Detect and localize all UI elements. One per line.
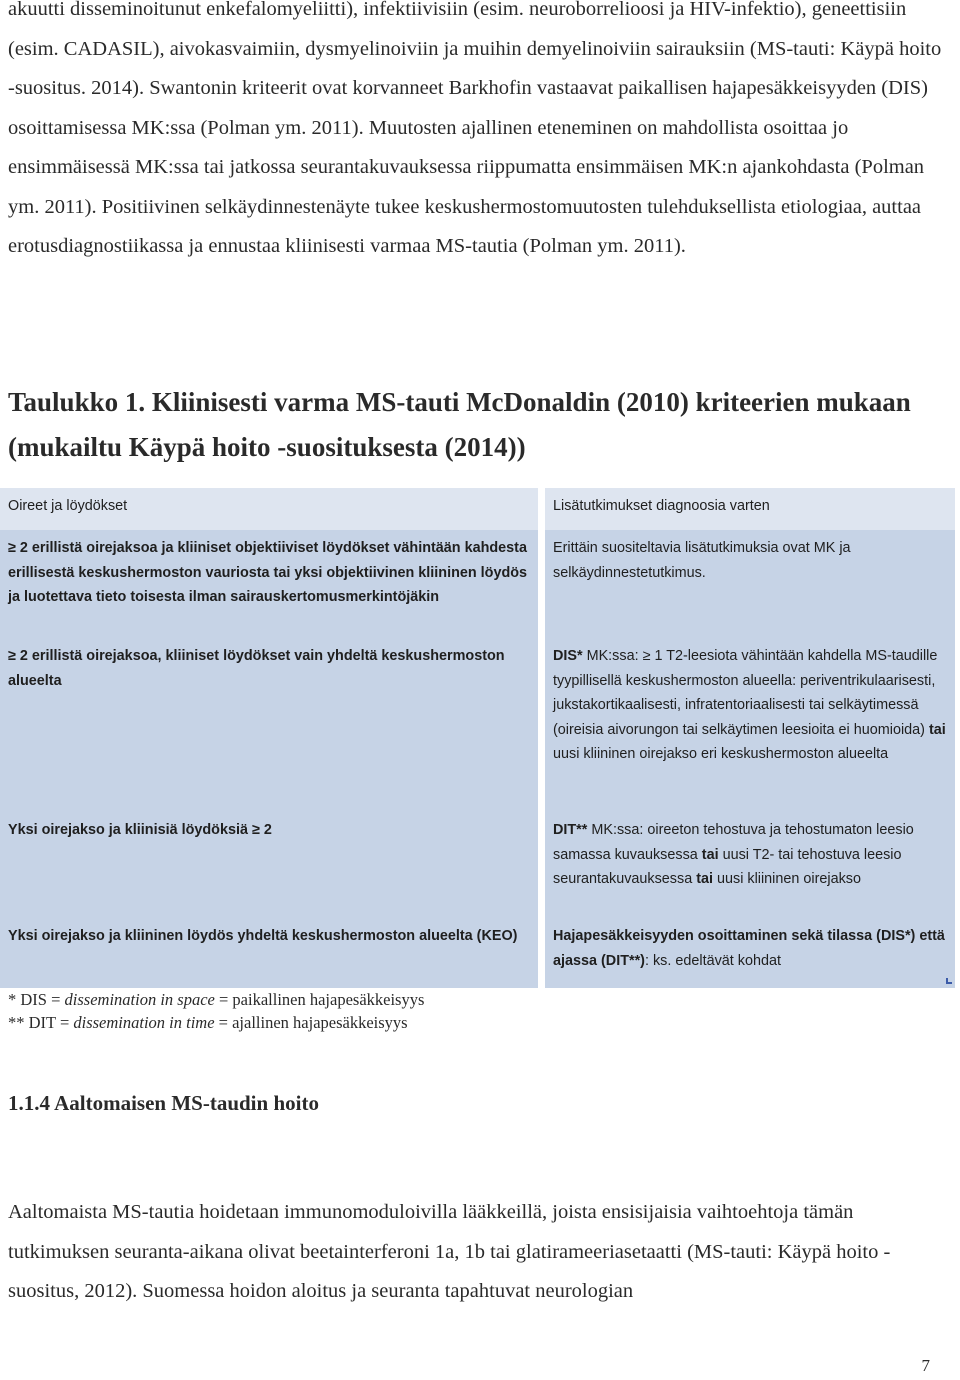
dis-criteria-text: MK:ssa: ≥ 1 T2-leesiota vähintään kahdella MS-taudille tyypillisellä keskushermoston alueella: periventrikulaarisesti, jukstakortikaalisesti, infratentoriaalisesti tai selkäytimessä (oireisia aivorungon tai selkäytimen leesioita ei huomioida) [553,648,938,738]
table-row-1-symptoms: ≥ 2 erillistä oirejaksoa ja kliiniset objektiiviset löydökset vähintään kahdesta erillisestä keskushermoston vauriosta tai yksi objektiivinen kliininen löydös ja luotettava tieto toisesta ilman sairauskertomusmerkintöjäkin [0,530,538,638]
or-word: tai [701,846,719,863]
page-number: 7 [921,1356,930,1375]
footnote-dit: ** DIT = dissemination in time = ajallinen hajapesäkkeisyys [8,1013,408,1032]
dit-criteria-alt: uusi T2- tai tehostuva leesio seurantakuvauksessa [553,846,902,887]
table-row-1-tests: Erittäin suositeltavia lisätutkimuksia ovat MK ja selkäydinnestetutkimus. [545,530,955,638]
criteria-table [0,488,960,988]
table-header-symptoms: Oireet ja löydökset [0,488,538,530]
or-word: tai [928,721,946,738]
or-word: tai [696,871,713,887]
dit-criteria-alt2: uusi kliininen oirejakso [713,871,861,887]
table-row-2-tests [545,638,955,812]
table-header-tests: Lisätutkimukset diagnoosia varten [545,488,955,530]
footnote-dis: * DIS = dissemination in space = paikallinen hajapesäkkeisyys [8,990,425,1009]
table-footnotes [8,988,424,1034]
table-row-3-tests [545,812,955,918]
table-row-4-tests [545,918,955,988]
dis-label: DIS* [553,648,583,664]
table-row-2-symptoms: ≥ 2 erillistä oirejaksoa, kliiniset löydökset vain yhdeltä keskushermoston alueelta [0,638,538,812]
dis-dit-summary-rest: : ks. edeltävät kohdat [644,952,781,969]
table-row-4-symptoms: Yksi oirejakso ja kliininen löydös yhdeltä keskushermoston alueelta (KEO) [0,918,538,988]
dit-criteria-text: MK:ssa: oireeton tehostuva ja tehostumaton leesio samassa kuvauksessa [553,822,914,863]
dit-label: DIT** [553,822,588,838]
table-resize-marker [946,978,952,984]
intro-paragraph: akuutti disseminoitunut enkefalomyeliitti), infektiivisiin (esim. neuroborrelioosi ja HIV-infektio), geneettisiin (esim. CADASIL), aivokasvaimiin, dysmyelinoiviin ja muihin demyelinoiviin sairauksiin (MS-tauti: Käypä hoito -suositus. 2014). Swantonin kriteerit ovat korvanneet Barkhofin vastaavat paikallisen hajapesäkkeisyyden (DIS) osoittamisessa MK:ssa (Polman ym. 2011). Muutosten ajallinen eteneminen on mahdollista osoittaa jo ensimmäisessä MK:ssa tai jatkossa seurantakuvauksessa riippumatta ensimmäisen MK:n ajankohdasta (Polman ym. 2011). Positiivinen selkäydinnestenäyte tukee keskushermostomuutosten tulehduksellista etiologiaa, auttaa erotusdiagnostiikassa ja ennustaa kliinisesti varmaa MS-tautia (Polman ym. 2011). [8,0,942,257]
section-heading: 1.1.4 Aaltomaisen MS-taudin hoito [8,1091,319,1115]
table-row-3-symptoms: Yksi oirejakso ja kliinisiä löydöksiä ≥ 2 [0,812,538,918]
dis-dit-summary-bold: Hajapesäkkeisyyden osoittaminen sekä tilassa (DIS*) että ajassa (DIT**) [553,928,945,969]
table-title: Taulukko 1. Kliinisesti varma MS-tauti McDonaldin (2010) kriteerien mukaan (mukailtu Käypä hoito -suosituksesta (2014)) [8,387,911,462]
dis-criteria-alt: uusi kliininen oirejakso eri keskushermoston alueelta [553,746,889,762]
section-paragraph: Aaltomaista MS-tautia hoidetaan immunomoduloivilla lääkkeillä, joista ensisijaisia vaihtoehtoja tämän tutkimuksen seuranta-aikana olivat beetainterferoni 1a, 1b tai glatirameeriasetaatti (MS-tauti: Käypä hoito -suositus, 2012). Suomessa hoidon aloitus ja seuranta tapahtuvat neurologian [8,1201,891,1302]
